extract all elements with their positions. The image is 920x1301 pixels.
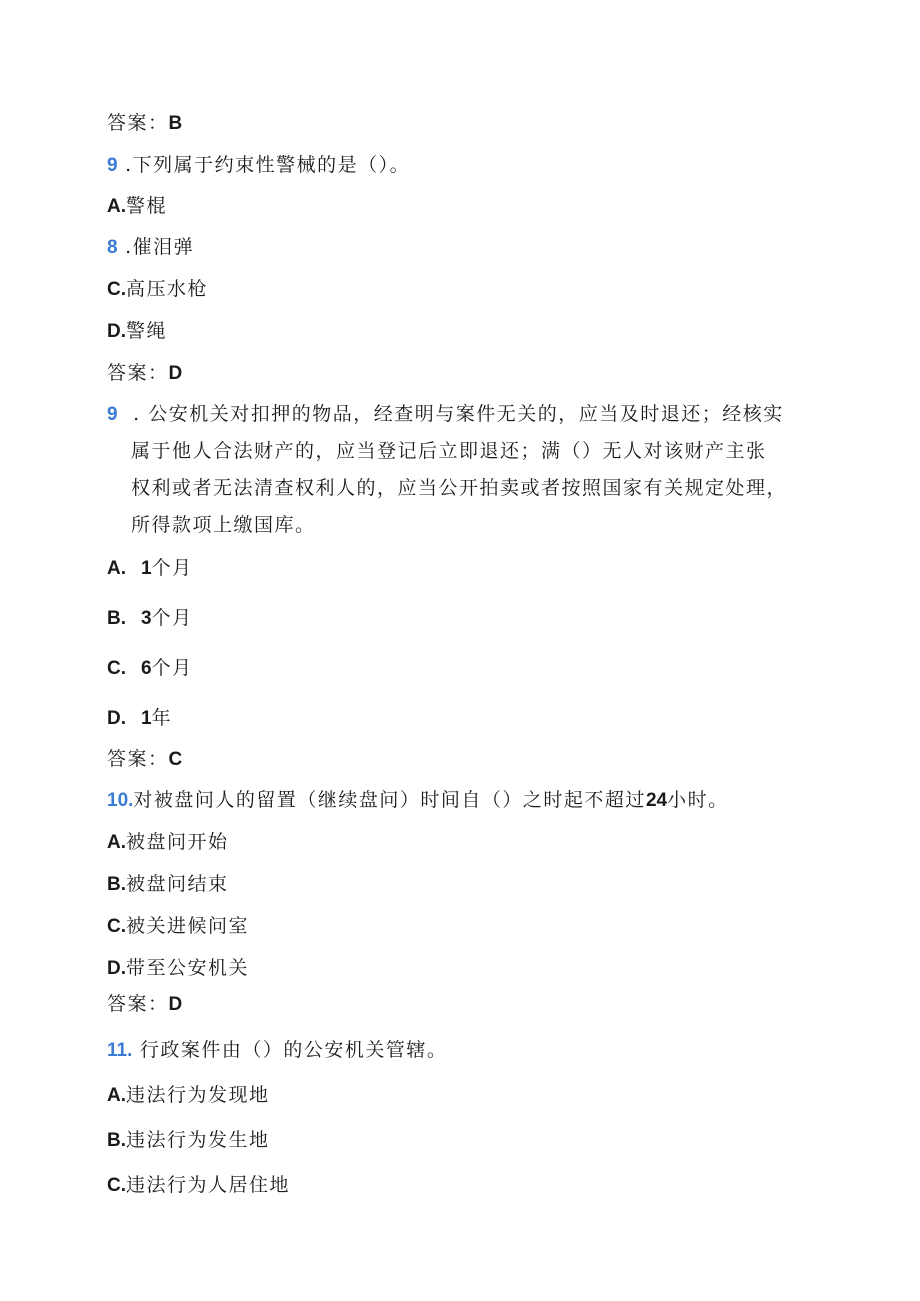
option-b: 8 .催泪弹 <box>107 236 195 258</box>
answer-line: 答案：D <box>107 993 183 1015</box>
question-9-long: 9 . 公安机关对扣押的物品，经查明与案件无关的，应当及时退还；经核实 属于他人合法财产的，应当登记后立即退还；满（）无人对该财产主张 权利或者无法清查权利人的，应当公开拍卖或者按照国家有关规定处理， 所得款项上缴国库。 <box>107 403 788 536</box>
answer-line: 答案：C <box>107 748 183 770</box>
option-a: A.违法行为发现地 <box>107 1084 270 1106</box>
option-d: D. 1年 <box>107 707 173 729</box>
option-b: B.被盘问结束 <box>107 873 229 895</box>
question-10: 10.对被盘问人的留置（继续盘问）时间自（）之时起不超过24小时。 <box>107 789 729 811</box>
question-11: 11. 行政案件由（）的公安机关管辖。 <box>107 1039 448 1061</box>
option-a: A.警棍 <box>107 195 168 217</box>
option-a: A.被盘问开始 <box>107 831 229 853</box>
question-9: 9 .下列属于约束性警械的是（）。 <box>107 154 411 176</box>
answer-line: 答案：D <box>107 362 183 384</box>
option-b: B.违法行为发生地 <box>107 1129 270 1151</box>
option-c: C.高压水枪 <box>107 278 209 300</box>
option-d: D.警绳 <box>107 320 168 342</box>
option-b: B. 3个月 <box>107 607 193 629</box>
answer-line: 答案：B <box>107 112 183 134</box>
option-c: C. 6个月 <box>107 657 193 679</box>
option-c: C.违法行为人居住地 <box>107 1174 291 1196</box>
option-d: D.带至公安机关 <box>107 957 250 979</box>
option-a: A. 1个月 <box>107 557 193 579</box>
option-c: C.被关进候问室 <box>107 915 250 937</box>
